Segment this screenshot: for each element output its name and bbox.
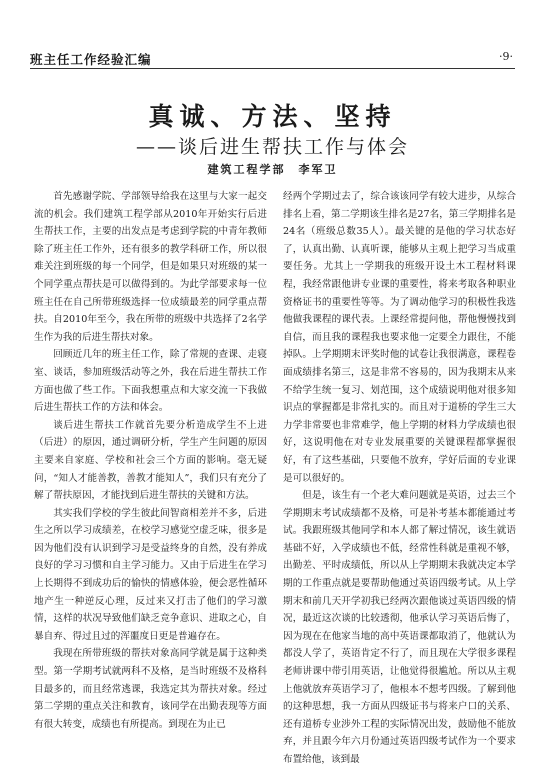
paragraph: 但是，该生有一个老大难问题就是英语，过去三个学期期末考试成绩都不及格，可是补考基本都能通过考试。我跟班级其他同学和本人都了解过情况，该生就语基础不好，入学成绩也不低，经常性科就是重视不够，出勤差、平时成绩低，所以从上学期期末我就决定本学期的工作重点就是要帮助他通过英语四级考试。从上学期末和前几天开学初我已经两次跟他谈过英语四级的情况，最近这次谈的比较透彻，他承认学习英语后悔了，因为现在在他家当地的高中英语课都取消了，他就认为都没人学了，英语肯定不行了，而且现在大学很多课程老师讲课中带引用英语，让他觉得很尴尬。所以从主观上他就放弃英语学习了，他根本不想考四级。了解到他的这种思想，我一方面从四级证书与将来户口的关系、还有道桥专业涉外工程的实际情况出发，鼓励他不能放弃，并且跟今年六月份通过英语四级考试作为一个要求布置给他，该到最 bbox=[283, 490, 516, 765]
article-author: 建筑工程学部 李军卫 bbox=[207, 163, 338, 176]
paragraph: 回顾近几年的班主任工作，除了常规的查课、走寝室、谈话，参加班级活动等之外，我在后进生帮扶工作方面也做了些工作。下面我想重点和大家交流一下我做后进生帮扶工作的方法和体会。 bbox=[34, 349, 267, 414]
page-number: ·9· bbox=[499, 50, 513, 63]
running-header bbox=[30, 46, 515, 69]
paragraph: 其实我们学校的学生彼此间智商相差并不多，后进生之所以学习成绩差，在校学习感觉空虚乏味，很多是因为他们没有认识到学习是受益终身的自然，没有养成良好的学习习惯和自主学习能力。又由于后进生在学习上长期得不到成功后的愉快的情感体验，便会恶性循环地产生一种逆反心理，反过来又打击了他们的学习激情，这样的状况导致他们缺乏竞争意识、进取之心，自暴自弃、得过且过的浑噩度日更是普遍存在。 bbox=[34, 507, 267, 642]
paragraph: 首先感谢学院、学部领导给我在这里与大家一起交流的机会。我们建筑工程学部从2010年开始实行后进生帮扶工作，主要的出发点是考虑到学院的中青年教师除了班主任工作外，还有很多的教学科研工作，所以很难关注到班级的每一个同学，但是如果只对班级的某一个同学重点帮扶是可以做得到的。为此学部要求每一位班主任在自己所带班级选择一位成绩最差的同学重点帮扶。自2010年至今，我在所带的班级中共选择了2名学生作为我的后进生帮扶对象。 bbox=[34, 191, 267, 343]
left-column bbox=[34, 188, 267, 733]
paragraph: 我现在所带班级的帮扶对象高同学就是属于这种类型。第一学期考试就两科不及格，是当时班级不及格科目最多的，而且经常逃课，我选定其为帮扶对象。经过第二学期的重点关注和教育，该同学在出勤表现等方面有很大转变，成绩也有所提高。到现在为止已 bbox=[34, 648, 267, 730]
article-title: 真诚、方法、坚持 bbox=[148, 102, 397, 131]
article-subtitle: ——谈后进生帮扶工作与体会 bbox=[135, 136, 409, 158]
right-column bbox=[283, 188, 516, 769]
paragraph: 经两个学期过去了，综合该该同学有较大进步，从综合排名上看，第二学期该生排名是27名，第三学期排名是24名（班级总数35人）。最关键的是他的学习状态好了，认真出勤、认真听课，能够从主观上把学习当成重要任务。尤其上一学期我的班级开设土木工程材料课程，我经常跟他讲专业课的重要性，将来考取各种职业资格证书的重要性等等。为了调动他学习的积极性我选他做我课程的课代表。上课经常提问他，帮他慢慢找到自信，而且我的课程我也要求他一定要全力跟住，不能掉队。上学期期末评奖时他的试卷让我很满意，课程卷面成绩排名第三，这是非常不容易的，因为我期末从来不给学生统一复习、划范围，这个成绩说明他对很多知识点的掌握都是非常扎实的。而且对于道桥的学生三大力学非常要也非常难学，他上学期的材料力学成绩也很好，这说明他在对专业发展重要的关键课程都掌握很好，有了这些基础，只要他不放弃，学好后面的专业课是可以很好的。 bbox=[283, 191, 516, 484]
paragraph: 谈后进生帮扶工作就首先要分析造成学生不上进（后进）的原因，通过调研分析，学生产生问题的原因主要来自家庭、学校和社会三个方面的影响。毫无疑问，“知人才能善教，善教才能知人”，我们只有充分了解了帮扶原因，才能找到后进生帮扶的关键和方法。 bbox=[34, 419, 267, 502]
journal-name: 班主任工作经验汇编 bbox=[30, 52, 152, 67]
